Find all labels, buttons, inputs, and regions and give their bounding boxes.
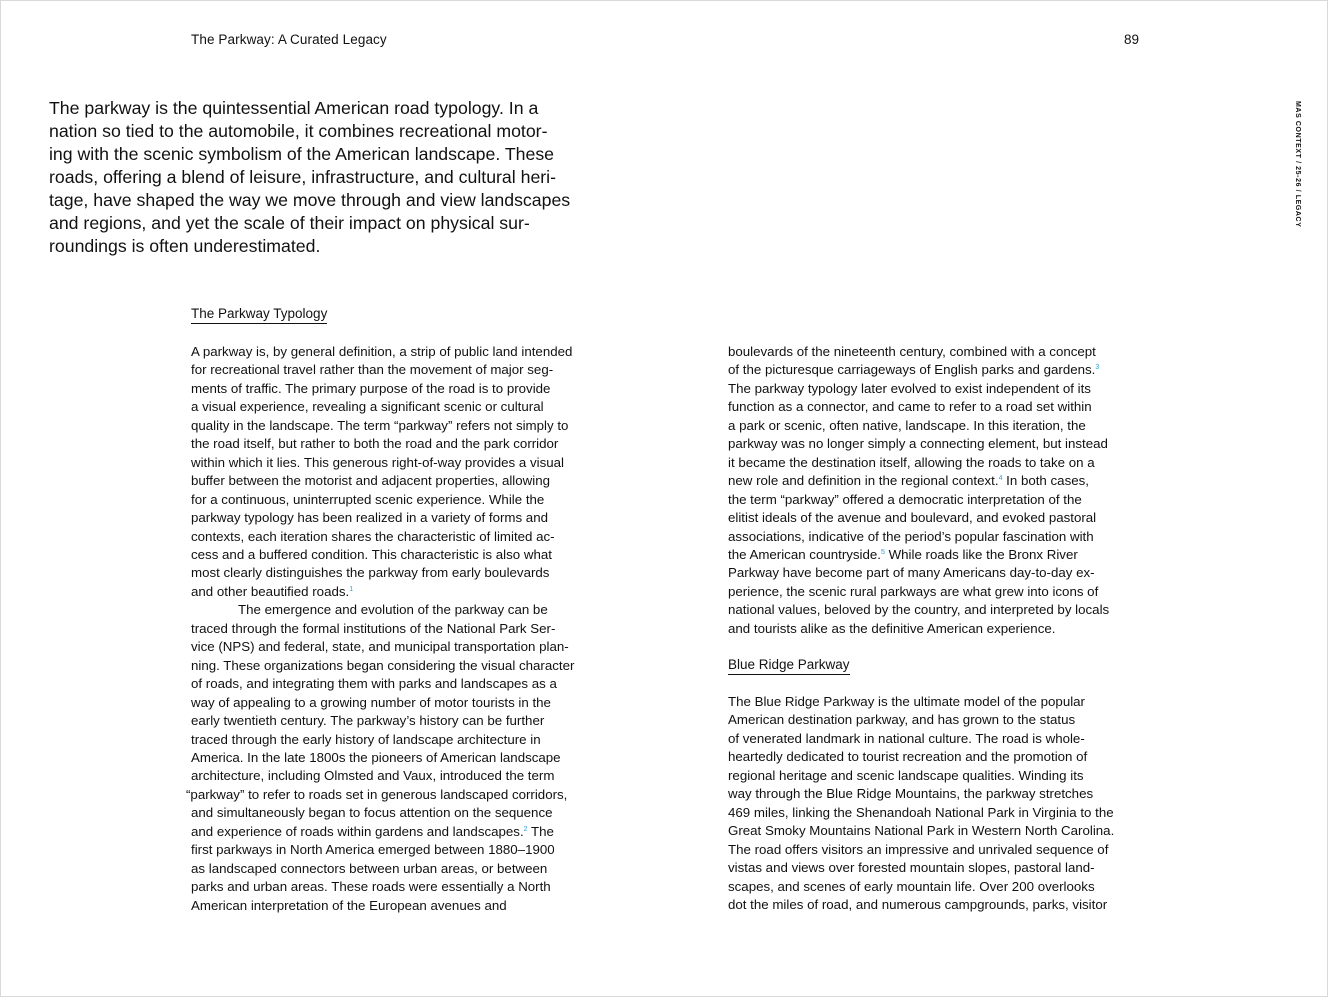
- text-line: it became the destination itself, allowing the roads to take on a: [728, 454, 1095, 470]
- lede-line: tage, have shaped the way we move through and view landscapes: [49, 190, 571, 210]
- text-line: [191, 583, 611, 601]
- lede-line: and regions, and yet the scale of their impact on physical sur-: [49, 213, 530, 233]
- text-line: regional heritage and scenic landscape qualities. Winding its: [728, 767, 1084, 783]
- text-line: [728, 361, 1148, 379]
- text-line: Great Smoky Mountains National Park in Western North Carolina.: [728, 823, 1115, 839]
- text-line: architecture, including Olmsted and Vaux, introduced the term: [191, 768, 555, 784]
- text-line: associations, indicative of the period’s popular fascination with: [728, 528, 1094, 544]
- text-line: first parkways in North America emerged between 1880–1900: [191, 842, 555, 858]
- footnote-marker[interactable]: 3: [1095, 364, 1100, 372]
- text-line: of venerated landmark in national culture. The road is whole-: [728, 730, 1085, 746]
- blue-ridge-text: [728, 693, 1148, 914]
- text-run: The: [527, 823, 554, 839]
- lede-paragraph: [49, 97, 609, 258]
- text-line: dot the miles of road, and numerous campgrounds, parks, visitor: [728, 896, 1108, 912]
- text-line: A parkway is, by general definition, a strip of public land intended: [191, 344, 573, 359]
- text-line: and tourists alike as the definitive American experience.: [728, 620, 1056, 636]
- text-run: of the picturesque carriageways of English parks and gardens.: [728, 362, 1096, 378]
- text-line: parkway was no longer simply a connecting element, but instead: [728, 436, 1108, 452]
- text-line: elitist ideals of the avenue and boulevard, and evoked pastoral: [728, 510, 1097, 526]
- text-line: “parkway” to refer to roads set in generous landscaped corridors,: [186, 786, 568, 802]
- footnote-marker[interactable]: 1: [349, 585, 354, 593]
- text-line: way of appealing to a growing number of motor tourists in the: [191, 694, 551, 710]
- text-line: [728, 472, 1148, 490]
- lede-line: The parkway is the quintessential American road typology. In a: [49, 98, 539, 118]
- lede-line: nation so tied to the automobile, it combines recreational motor-: [49, 121, 548, 141]
- text-line: boulevards of the nineteenth century, combined with a concept: [728, 344, 1096, 359]
- text-line: the road itself, but rather to both the road and the park corridor: [191, 436, 559, 452]
- text-line: the term “parkway” offered a democratic interpretation of the: [728, 491, 1082, 507]
- text-line: quality in the landscape. The term “parkway” refers not simply to: [191, 417, 569, 433]
- text-line: [728, 546, 1148, 564]
- text-line: parks and urban areas. These roads were essentially a North: [191, 879, 551, 895]
- text-line: a park or scenic, often native, landscape. In this iteration, the: [728, 417, 1086, 433]
- text-line: contexts, each iteration shares the characteristic of limited ac-: [191, 528, 555, 544]
- text-line: The Blue Ridge Parkway is the ultimate model of the popular: [728, 694, 1085, 709]
- text-line: American interpretation of the European avenues and: [191, 897, 507, 913]
- text-line: most clearly distinguishes the parkway from early boulevards: [191, 565, 550, 581]
- text-line: cess and a buffered condition. This characteristic is also what: [191, 546, 552, 562]
- text-line: vice (NPS) and federal, state, and municipal transportation plan-: [191, 639, 569, 655]
- text-line: Parkway have become part of many Americans day-to-day ex-: [728, 565, 1095, 581]
- text-line: [191, 823, 611, 841]
- text-line: heartedly dedicated to tourist recreation and the promotion of: [728, 749, 1088, 765]
- text-run: the American countryside.: [728, 546, 881, 562]
- page-number: 89: [1124, 32, 1140, 47]
- text-line: of roads, and integrating them with parks and landscapes as a: [191, 676, 557, 692]
- text-run: new role and definition in the regional context.: [728, 473, 999, 489]
- text-line: within which it lies. This generous right-of-way provides a visual: [191, 454, 564, 470]
- text-run: and experience of roads within gardens and landscapes.: [191, 823, 524, 839]
- text-line: a visual experience, revealing a significant scenic or cultural: [191, 399, 544, 415]
- footnote-marker[interactable]: 4: [998, 475, 1003, 483]
- section-heading-typology: The Parkway Typology: [191, 306, 327, 324]
- text-line: American destination parkway, and has grown to the status: [728, 712, 1076, 728]
- text-line: parkway typology has been realized in a variety of forms and: [191, 510, 548, 526]
- footnote-marker[interactable]: 2: [523, 825, 528, 833]
- text-run: In both cases,: [1002, 473, 1089, 489]
- text-line: early twentieth century. The parkway’s history can be further: [191, 713, 545, 729]
- running-title: The Parkway: A Curated Legacy: [191, 32, 387, 47]
- text-line: The road offers visitors an impressive and unrivaled sequence of: [728, 841, 1109, 857]
- section-heading-blue-ridge: Blue Ridge Parkway: [728, 657, 850, 675]
- text-line: ning. These organizations began considering the visual character: [191, 657, 575, 673]
- text-line: as landscaped connectors between urban areas, or between: [191, 860, 548, 876]
- text-line: 469 miles, linking the Shenandoah National Park in Virginia to the: [728, 804, 1114, 820]
- text-line: scapes, and scenes of early mountain life. Over 200 overlooks: [728, 878, 1095, 894]
- lede-line: roundings is often underestimated.: [49, 236, 321, 256]
- text-line: way through the Blue Ridge Mountains, the parkway stretches: [728, 786, 1094, 802]
- left-column-text: [186, 343, 611, 915]
- lede-line: ing with the scenic symbolism of the American landscape. These: [49, 144, 554, 164]
- text-line: buffer between the motorist and adjacent properties, allowing: [191, 473, 550, 489]
- text-run: and other beautified roads.: [191, 583, 350, 599]
- text-line: for recreational travel rather than the movement of major seg-: [191, 362, 554, 378]
- lede-line: roads, offering a blend of leisure, infrastructure, and cultural heri-: [49, 167, 556, 187]
- text-line: national values, beloved by the country, and interpreted by locals: [728, 602, 1110, 618]
- text-line: The emergence and evolution of the parkway can be: [238, 602, 548, 618]
- footnote-marker[interactable]: 5: [881, 548, 885, 556]
- right-column-text: [728, 343, 1148, 638]
- text-line: for a continuous, uninterrupted scenic experience. While the: [191, 491, 545, 507]
- text-run: While roads like the Bronx River: [884, 546, 1078, 562]
- text-line: and simultaneously began to focus attention on the sequence: [191, 805, 553, 821]
- text-line: vistas and views over forested mountain slopes, pastoral land-: [728, 860, 1095, 876]
- text-line: ments of traffic. The primary purpose of the road is to provide: [191, 380, 551, 396]
- text-line: The parkway typology later evolved to exist independent of its: [728, 380, 1091, 396]
- text-line: perience, the scenic rural parkways are what grew into icons of: [728, 583, 1099, 599]
- text-line: traced through the early history of landscape architecture in: [191, 731, 541, 747]
- side-label: MAS CONTEXT / 25-26 / LEGACY: [1294, 101, 1301, 228]
- text-line: traced through the formal institutions of the National Park Ser-: [191, 620, 556, 636]
- text-line: function as a connector, and came to refer to a road set within: [728, 399, 1092, 415]
- text-line: America. In the late 1800s the pioneers of American landscape: [191, 749, 561, 765]
